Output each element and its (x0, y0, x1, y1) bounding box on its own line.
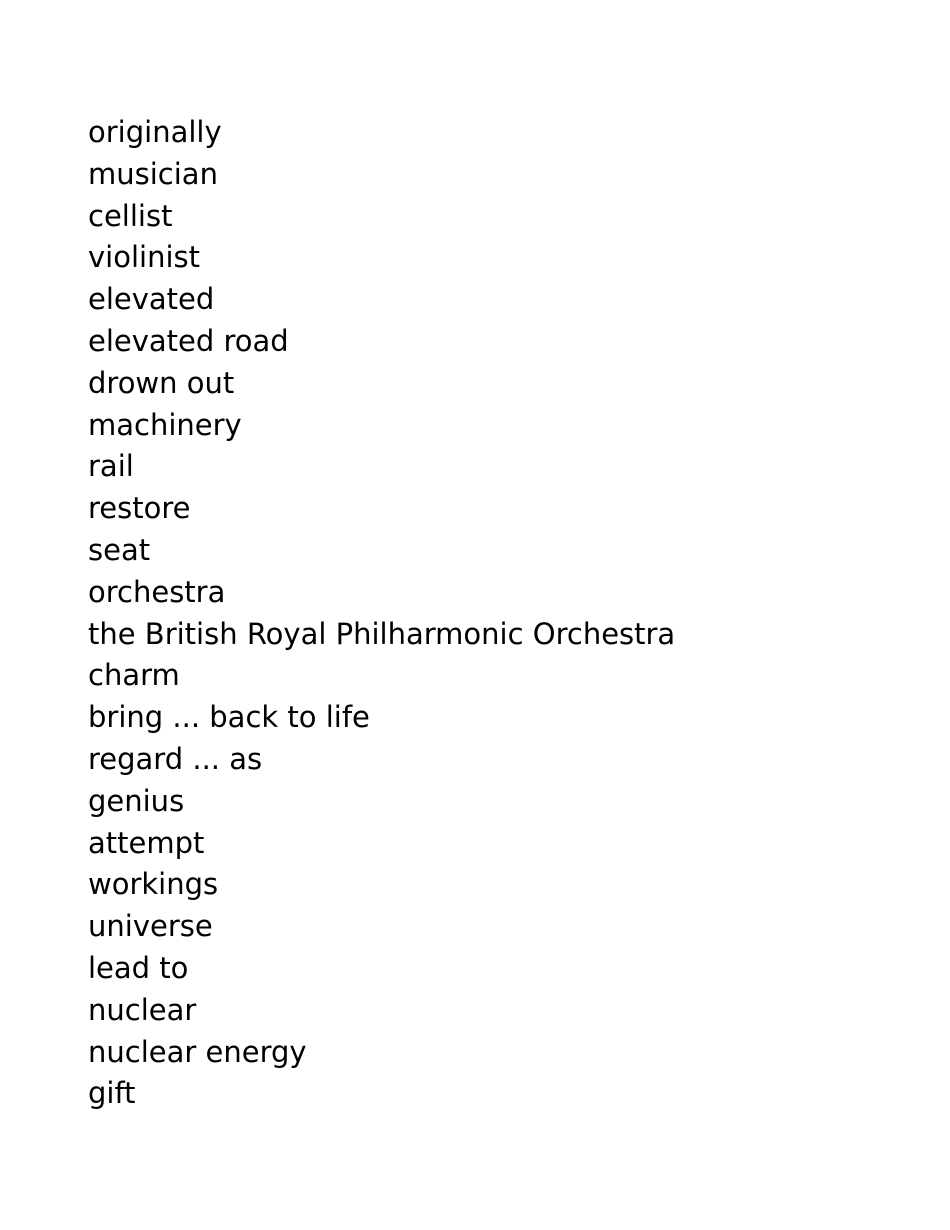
vocabulary-item: originally (88, 115, 222, 149)
vocabulary-item: cellist (88, 198, 173, 233)
vocabulary-item: restore (88, 491, 191, 526)
vocabulary-item: universe (88, 909, 213, 944)
vocabulary-item: regard ... as (88, 741, 263, 776)
vocabulary-item: attempt (88, 825, 205, 860)
vocabulary-item: lead to (88, 950, 189, 985)
vocabulary-list (88, 112, 675, 1115)
vocabulary-item: the British Royal Philharmonic Orchestra (88, 616, 676, 651)
vocabulary-item: machinery (88, 407, 242, 442)
vocabulary-item: charm (88, 658, 180, 693)
vocabulary-item: workings (88, 867, 219, 902)
vocabulary-item: drown out (88, 365, 235, 400)
vocabulary-item: musician (88, 156, 218, 191)
vocabulary-item: elevated road (88, 323, 289, 358)
vocabulary-item: elevated (88, 282, 215, 317)
vocabulary-item: bring ... back to life (88, 700, 370, 735)
vocabulary-item: genius (88, 783, 185, 818)
vocabulary-item: gift (88, 1076, 136, 1111)
vocabulary-item: rail (88, 449, 134, 484)
vocabulary-item: orchestra (88, 574, 226, 609)
vocabulary-item: violinist (88, 240, 200, 275)
vocabulary-item: nuclear energy (88, 1034, 307, 1069)
vocabulary-item: nuclear (88, 992, 197, 1027)
vocabulary-item: seat (88, 532, 151, 567)
